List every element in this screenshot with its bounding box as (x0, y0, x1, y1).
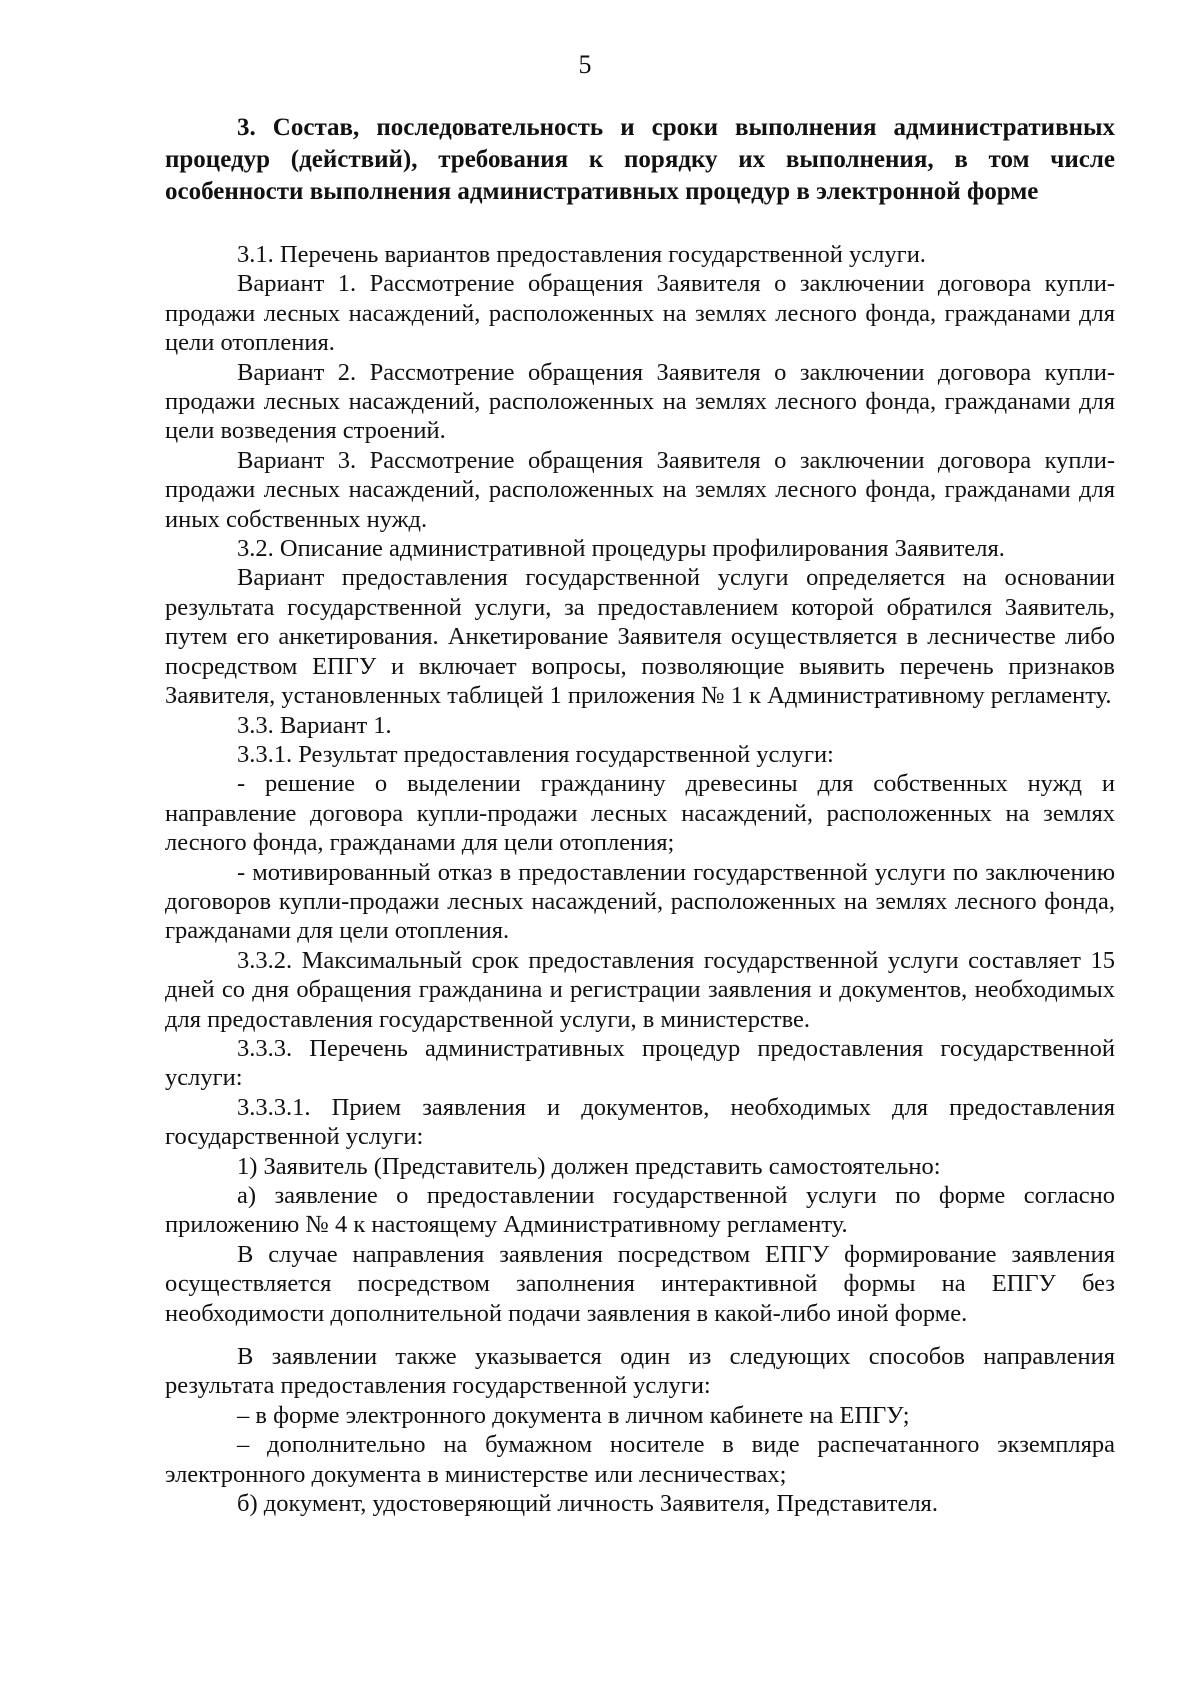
paragraph: а) заявление о предоставлении государственной услуги по форме согласно приложению № 4 к настоящему Административному регламенту. (165, 1182, 1115, 1239)
paragraph: 3.1. Перечень вариантов предоставления государственной услуги. (237, 241, 926, 268)
paragraph: Вариант 3. Рассмотрение обращения Заявителя о заключении договора купли-продажи лесных насаждений, расположенных на землях лесного фонда, гражданами для иных собственных нужд. (165, 446, 1115, 533)
paragraph: 3.3.3. Перечень административных процедур предоставления государственной услуги: (165, 1034, 1115, 1092)
paragraph: 1) Заявитель (Представитель) должен представить самостоятельно: (237, 1152, 941, 1180)
paragraph: - решение о выделении гражданину древесины для собственных нужд и направление договора купли-продажи лесных насаждений, расположенных на землях лесного фонда, гражданами для цели отопления; (165, 770, 1115, 857)
paragraph: - мотивированный отказ в предоставлении государственной услуги по заключению договоров купли-продажи лесных насаждений, расположенных на землях лесного фонда, гражданами для цели отопления. (165, 858, 1115, 945)
document-body (165, 240, 1115, 1518)
section-heading: 3. Состав, последовательность и сроки выполнения административных процедур (действий), требования к порядку их выполнения, в том числе особенности выполнения административных процедур в электронной форме (165, 114, 1115, 205)
paragraph: – в форме электронного документа в личном кабинете на ЕПГУ; (237, 1401, 910, 1429)
paragraph: В случае направления заявления посредством ЕПГУ формирование заявления осуществляется посредством заполнения интерактивной формы на ЕПГУ без необходимости дополнительной подачи заявления в какой-либо иной форме. (165, 1240, 1115, 1327)
paragraph: – дополнительно на бумажном носителе в виде распечатанного экземпляра электронного документа в министерстве или лесничествах; (165, 1431, 1115, 1488)
paragraph: 3.3.3.1. Прием заявления и документов, необходимых для предоставления государственной услуги: (165, 1093, 1115, 1151)
paragraph: 3.2. Описание административной процедуры профилирования Заявителя. (237, 535, 1005, 563)
paragraph: В заявлении также указывается один из следующих способов направления результата предоставления государственной услуги: (165, 1343, 1115, 1400)
paragraph: б) документ, удостоверяющий личность Заявителя, Представителя. (237, 1490, 938, 1518)
paragraph: 3.3. Вариант 1. (237, 711, 392, 739)
paragraph: Вариант 1. Рассмотрение обращения Заявителя о заключении договора купли-продажи лесных насаждений, расположенных на землях лесного фонда, гражданами для цели отопления. (165, 270, 1115, 357)
paragraph: 3.3.2. Максимальный срок предоставления государственной услуги составляет 15 дней со дня обращения гражданина и регистрации заявления и документов, необходимых для предоставления государственной услуги, в министерстве. (165, 946, 1115, 1033)
paragraph: Вариант предоставления государственной услуги определяется на основании результата государственной услуги, за предоставлением которой обратился Заявитель, путем его анкетирования. Анкетирование Заявителя осуществляется в лесничестве либо посредством ЕПГУ и включает вопросы, позволяющие выявить перечень признаков Заявителя, установленных таблицей 1 приложения № 1 к Административному регламенту. (165, 564, 1115, 710)
paragraph: 3.3.1. Результат предоставления государственной услуги: (237, 740, 834, 768)
page-number: 5 (578, 50, 592, 79)
paragraph: Вариант 2. Рассмотрение обращения Заявителя о заключении договора купли-продажи лесных насаждений, расположенных на землях лесного фонда, гражданами для цели возведения строений. (165, 358, 1115, 445)
